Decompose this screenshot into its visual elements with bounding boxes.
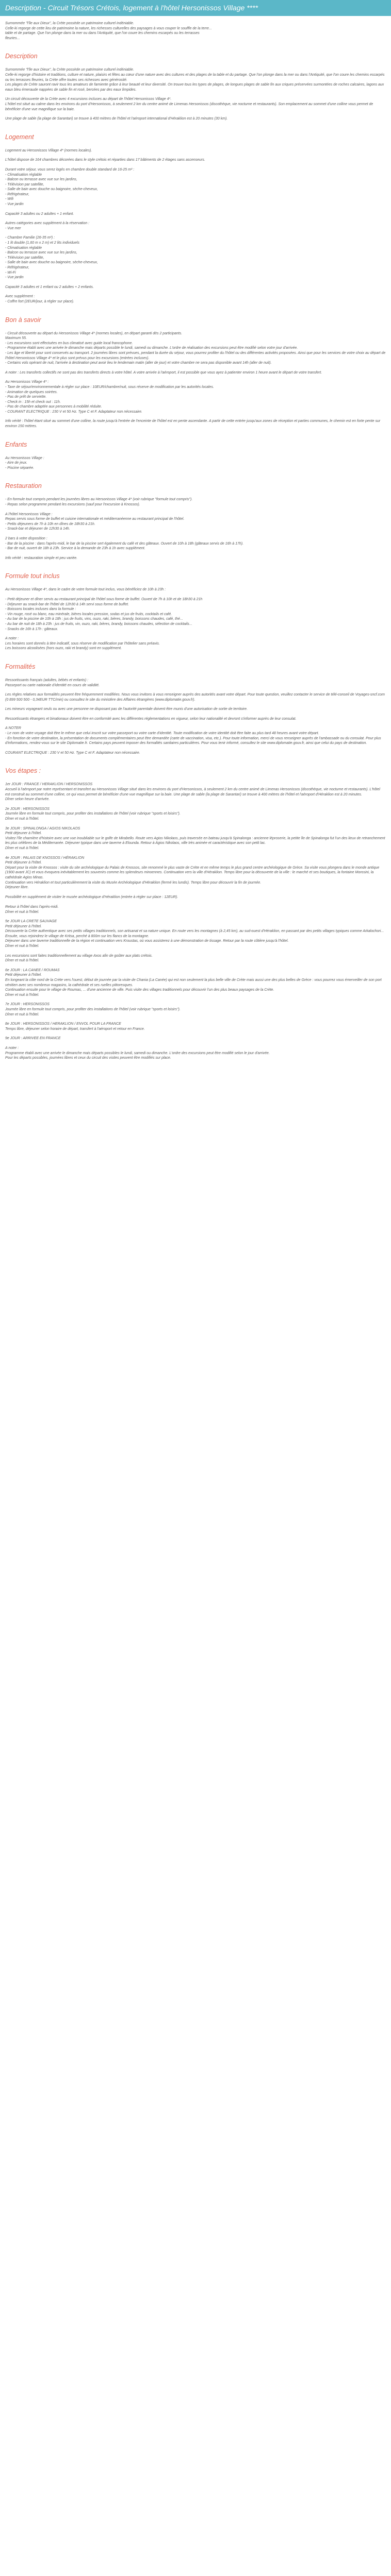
- logement-paragraph: - Chambre Familie (26-35 m²) : - 1 lit double (1,60 m x 2 m) et 2 lits individuels - Climatisation réglable - Balcon ou terrasse avec vue sur les jardins, - Télévision par satellite, - Salle de bain avec douche ou baignoire, sèche-cheveux, - Réfrigérateur, - Wi-Fi - Vue jardin: [5, 236, 98, 280]
- enfants-paragraph: Au Hersonissos Village : - Aire de jeux. - Piscine séparée.: [5, 456, 44, 470]
- logement-heading: Logement: [5, 133, 34, 141]
- description-paragraph: Surnommée "l'île aux Dieux", la Crète possède un patrimoine culturel indéniable. Celle-ki regorge d'histoire et traditions, culture et nature, plaisirs et fêtes au cœur d'une nature avec des cultures et des plages de la table et du partage. Que l'on plonge dans la mer ou dans l'Antiquité, que l'on coure les chemins escarpés ou les terrasses fleuries, la Crète offre toutes ses richesses avec générosité. Les plages de Crète sauront ravir tous les amateurs de farniente grâce à leur beauté et leur diversité. On trouve tous les types de plages, de longues plages de sable fin aux criques préservées surmontées de roches calcaires, lagons aux eaux bleu émeraude nappées de sable fin et rosé, bercées par des eaux limpides.: [5, 68, 385, 92]
- description-paragraph: Un circuit découverte de la Crète avec 4 excursions incluses au départ de l'hôtel Hersonissos Village 4*. L'hôtel est situé au calme dans les environs du port d'Hersonissos, à seulement 2 km du centre animé de Limenas Hersonissos (discothèque, vie nocturne et restaurants). Son emplacement au sommet d'une colline vous permet de bénéficier d'une vue magnifique sur la baie.: [5, 97, 373, 111]
- formalites-paragraph: A NOTER - Le nom de votre voyage doit être le même que celui inscrit sur votre passeport ou votre carte d'identité. Toute modification de votre identité doit être faite au plus tard 48 heures avant votre départ. - En fonction de votre destination, la présentation de documents complémentaires peut être demandée (carte de vaccination, visa, etc.). Pour toute information, merci de vous renseigner auprès de l'ambassade ou du consulat. Pour plus d'informations, rendez-vous sur le site Diplomatie.fr. Certains pays peuvent imposer des formalités sanitaires particulières. Pour vous tenir informé, consultez le site www.diplomatie.gouv.fr, ainsi que celui du pays de destination.: [5, 726, 381, 745]
- bon-a-savoir-heading: Bon à savoir: [5, 316, 41, 324]
- etape-item: Possibilité en supplément de visiter le musée archéologique d'Héraklion (entrée à régler sur place : 12EUR). Retour à l'hôtel dans l'après-midi. Dîner et nuit à l'hôtel.: [5, 895, 178, 914]
- content: [0, 16, 391, 1076]
- etape-item: A noter : Programme établi avec une arrivée le dimanche mais départs possibles le lundi, samedi ou dimanche. L'ordre des excursions peut être modifié selon le jour d'arrivée. Pour les départs possibles, journées libres et ceux du circuit des visites peuvent être modifiés sur place.: [5, 1046, 270, 1060]
- intro-line: table et de partage. Que l'on plonge dans la mer ou dans l'Antiquité, que l'on coure les chemins escarpés ou les terrasses: [5, 31, 200, 36]
- intro-line: Surnommée "l'île aux Dieux", la Crète possède un patrimoine culturel indéniable.: [5, 22, 134, 25]
- etape-item: 2e JOUR : HERSONISSOS Journée libre en formule tout compris, pour profiter des installations de l'hôtel (voir rubrique "sports et loisirs"). Dîner et nuit à l'hôtel.: [5, 807, 181, 821]
- etape-item: 8e JOUR : HERSONISSOS / HERAKLION / ENVOL POUR LA FRANCE Temps libre, déjeuner selon horaire de départ, transfert à l'aéroport et retour en France.: [5, 1022, 145, 1031]
- formalites-paragraph: Ressortissants français (adultes, bébés et enfants) : Passeport ou carte nationale d'identité en cours de validité.: [5, 678, 100, 687]
- restauration-paragraph: A l'hôtel Hersonissos Village : Repas servis sous forme de buffet et cuisine internationale et méditerranéenne au restaurant principal de l'hôtel. - Petits déjeuners de 7h à 10h en dînes de 18h30 à 21h. - Snack-bar et déjeuner de 12h30 à 14h.: [5, 512, 185, 531]
- page: [0, 0, 391, 1076]
- formule-heading: Formule tout inclus: [5, 572, 60, 580]
- logement-paragraph: Durant votre séjour, vous serez logés en chambre double standard de 16-25 m² : - Climatisation réglable - Balcon ou terrasse avec vue sur les jardins, - Télévision par satellite, - Salle de bain avec douche ou baignoire, sèche-cheveux, - Réfrigérateur, - Wifi - Vue jardin: [5, 167, 135, 207]
- etape-item: 5e JOUR LA CRETE SAUVAGE Petit déjeuner à l'hôtel. Découverte la Crète authentique avec ses petits villages traditionnels, son artisanat et sa nature unique. En route vers les montagnes (à 2,45 km), au sud-ouest d'Héraklion, en passant par des petits villages typiques comme Arkalochori... Ensuite, vous rejoindrez le village de Kritsa, perché à 800m sur les flancs de la montagne. Déjeuner dans une taverne traditionnelle de la région et continuation vers Kroustas, où vous assisterez à une démonstration de tissage. Retour par la route côtière jusqu'à l'hôtel. Dîner et nuit à l'hôtel.: [5, 920, 384, 948]
- formalites-heading: Formalités: [5, 663, 36, 670]
- etape-item: 1er JOUR : FRANCE / HERAKLION / HERSONISSOS Accueil à l'aéroport par notre représentant et transfert au Hersonissos Village situé dans les environs du port d'Hersonissos, à seulement 2 km du centre animé de Limenas Hersonissos (discothèque, vie nocturne et restaurants). L'hôtel est construit au sommet d'une colline, ce qui vous permet de bénéficier d'une vue magnifique sur la baie. Une plage de sable (la plage de Sarantari) se trouve à 400 mètres de l'hôtel et l'aéroport d'Héraklion est à 20 minutes. Dîner selon heure d'arrivée.: [5, 783, 380, 802]
- formalites-paragraph: Les règles relatives aux formalités peuvent être fréquemment modifiées. Nous vous invitons à vous renseigner auprès des autorités avant votre départ. Pour toute question, veuillez contacter le service de télé-conseil de Voyages-sncf.com (0 899 500 500 - 0,34EUR TTC/min) ou consultez le site du ministère des Affaires étrangères (www.diplomatie.gouv.fr).: [5, 693, 385, 702]
- formalites-paragraph: Ressortissants étrangers et binationaux doivent être en conformité avec les différentes réglementations en vigueur, selon leur nationalité et devront s'informer auprès de leur consulat.: [5, 717, 297, 721]
- etape-item: 6e JOUR : LA CANEE / ROUMAS Petit déjeuner à l'hôtel. En longeant la côte nord de la Crète vers l'ouest, début de journée par la visite de Chania (La Canée) qui est non seulement la plus belle ville de Crète mais aussi une des plus belles de Grèce : vous pourrez vous émerveiller de son port vénitien avec ses nombreux magasins, la cathédrale et ses ruelles pittoresques. Continuation ensuite pour le village de Roumas, ... d'une ancienne de ville. Puis visite des villages traditionnels pour découvrir l'un des plus beaux paysages de la Crète. Dîner et nuit à l'hôtel.: [5, 968, 382, 997]
- restauration-heading: Restauration: [5, 482, 42, 490]
- bon-a-savoir-paragraph: Au Hersonissos Village 4* : - Taxe de séjour/environnementale à régler sur place : 10EUR/chambre/nuit, sous réserve de modification par les autorités locales. - Animation de quelques soirées. - Pas de prêt de serviette. - Check in : 15h et check out : 11h. - Pas de chambre adaptée aux personnes à mobilité réduite. - COURANT ELECTRIQUE : 230 V et 50 Hz. Type C et F. Adaptateur non nécessaire.: [5, 380, 214, 414]
- etape-item: 3e JOUR : SPINALONGA / AGIOS NIKOLAOS Petit déjeuner à l'hôtel. Visitez l'île charnière d'histoire avec une vue inoubliable sur le golfe de Mirabello. Route vers Agios Nikolaos, puis traversée en bateau jusqu'à Spinalonga : ancienne léproserie, la petite île de Spinalonga fut l'un des lieux de retranchement les plus célèbres de la Méditerranée. Déjeuner typique dans une taverne à Elounda. Retour à Agios Nikolaos, ville très animée et caractéristique avec son petit lac. Dîner et nuit à l'hôtel.: [5, 826, 385, 850]
- logement-paragraph: Capacité 3 adultes et 1 enfant ou 2 adultes + 2 enfants.: [5, 285, 94, 289]
- restauration-paragraph: Info vérité : restauration simple et peu variée.: [5, 556, 78, 560]
- formule-paragraph: Au Hersonissos Village 4*, dans le cadre de votre formule tout inclus, vous bénéficiez de 10h à 23h :: [5, 588, 166, 592]
- restauration-paragraph: - En formule tout compris pendant les journées libres au Hersonissos Village 4* (voir rubrique "formule tout compris"). - Repas selon programme pendant les excursions (sauf pour l'excursion à Knossos).: [5, 498, 193, 507]
- formule-paragraph: - Petit déjeuner et dîner servis au restaurant principal de l'hôtel sous forme de buffet. Ouvert de 7h à 10h et de 18h30 à 21h - Déjeuner au snack-bar de l'hôtel de 12h30 à 14h servi sous forme de buffet. - Boissons locales incluses dans la formule : - Vin rouge, rosé ou blanc, eau minérale, bières locales pression, sodas et jus de fruits, cocktails et café. - Au bar de la piscine de 10h à 18h : jus de fruits, vins, ouzo, raki, bières, brandy, boissons chaudes, café, thé... - Au bar de nuit de 18h à 23h : jus de fruits, vin, ouzo, raki, bières, brandy, boissons chaudes, sélection de cocktails... - Snacks de 16h à 17h : gâteaux.: [5, 597, 203, 631]
- bon-a-savoir-paragraph: A noter : Les transferts collectifs ne sont pas des transferts directs à votre hôtel. A votre arrivée à l'aéroport, il est possible que vous ayez à patienter environ 1 heure avant le départ de votre transfert.: [5, 370, 322, 375]
- etape-item: Les excursions sont faites traditionnellement au village Axos afin de goûter aux plats crétois. Dîner et nuit à l'hôtel.: [5, 954, 153, 963]
- etapes-heading: Vos étapes :: [5, 767, 41, 775]
- intro-line: Celle-ki regorge de cette lieu de patrimoine la nature, les richesses culturelles des paysages à vous couper le souffle de la terre...: [5, 26, 212, 30]
- logement-paragraph: L'hôtel dispose de 164 chambres décorées dans le style crétois et réparties dans 17 bâtiments de 2 étages sans ascenseurs.: [5, 158, 205, 162]
- etape-item: 9e JOUR : ARRIVEE EN FRANCE: [5, 1037, 61, 1041]
- etape-item: 7e JOUR : HERSONISSOS Journée libre en formule tout compris, pour profiter des installations de l'hôtel (voir rubrique "sports et loisirs"). Dîner et nuit à l'hôtel.: [5, 1003, 181, 1016]
- formalites-paragraph: Les mineurs voyageant seuls ou avec une personne ne disposant pas de l'autorité parentale doivent être munis d'une autorisation de sortie de territoire.: [5, 707, 248, 711]
- bon-a-savoir-paragraph: Info vérité : l'hôtel étant situé au sommet d'une colline, la route jusqu'à l'entrée de l'enceinte de l'hôtel est en pente ascendante. A partir de cette entrée jusqu'aux zones de réception et parties communes, le chemin est en forte pente sur environ 150 mètres.: [5, 419, 381, 429]
- logement-paragraph: Logement au Hersonissos Village 4* (normes locales).: [5, 148, 92, 152]
- intro-line: fleuries...: [5, 36, 20, 40]
- description-heading: Description: [5, 53, 38, 60]
- formule-paragraph: A noter : Les horaires sont donnés à titre indicatif, sous réserve de modification par l'hôtelier sans préavis. Les boissons alcoolisées (hors ouzo, raki et brandy) sont en supplément.: [5, 637, 160, 651]
- page-title: Description - Circuit Trésors Crétois, logement à l'hôtel Hersonissos Village ****: [0, 0, 391, 16]
- enfants-heading: Enfants: [5, 440, 27, 448]
- logement-paragraph: Avec supplément : - Coffre fort (2EUR/jour, à régler sur place).: [5, 295, 74, 303]
- intro: [5, 21, 386, 41]
- formalites-paragraph: COURANT ELECTRIQUE : 230 V et 50 Hz. Type C et F. Adaptateur non nécessaire.: [5, 751, 140, 755]
- restauration-paragraph: 2 bars à votre disposition : - Bar de la piscine : dans l'après-midi, le bar de la piscine sert également du café et des gâteaux. Ouvert de 10h à 18h (gâteaux servis de 16h à 17h). - Bar de nuit, ouvert de 18h à 23h. Service à la demande de 23h à 1h avec supplément.: [5, 537, 244, 551]
- bon-a-savoir-paragraph: - Circuit découverte au départ du Hersonissos Village 4* (normes locales), en départ garanti dès 2 participants. Maximum 55. - Les excursions sont effectuées en bus climatisé avec guide local francophone. - Programme établi avec une arrivée le dimanche mais départs possible le lundi, samedi ou dimanche. L'ordre de réalisation des excursions peut être modifié selon votre jour d'arrivée. - Les âge et liberté pour sont conservés au transport. 2 journées libres sont prévues, pendant la durée du séjour, vous pourrez profiter du l'hôtel ou des différentes activités proposées. Ainsi que pour les services de votre choix au départ de l'hôtel Hersonissos Village 4* et le plus sont prévus pour les excursions (entrées incluses). - Certains vols opérant de nuit, l'arrivée à destination peut avoir lieu le lendemain matin (aller de jour) et votre chambre ne sera pas disponible avant 14h (aller de nuit).: [5, 331, 386, 365]
- etape-item: 4e JOUR : PALAIS DE KNOSSOS / HÉRAKLION Petit déjeuner à l'hôtel. Départ pour la visite de Knossos : visite du site archéologique du Palais de Knossos, site renommé le plus vaste de Crète et en même temps le plus grand centre archéologique de Grèce. Sa visite vous plongera dans le monde antique (1900 avant JC) et vous évoquera inévitablement les souvenirs comme les splendeurs minoennes. Continuation vers la ville d'Héraklion. Temps libre pour la découverte de la ville : le marché et ses boutiques, la fontaine Morosini, la cathédrale Agios Minas. Continuation vers Héraklion et tout particulièrement la visite du Musée Archéologique d'Héraklion (fermé les lundis). Temps libre pour découvrir la fin de journée. Déjeuner libre.: [5, 856, 380, 890]
- logement-paragraph: Autres catégories avec supplément à la réservation : - Vue mer: [5, 222, 90, 230]
- description-paragraph: Une plage de sable (la plage de Sarantari) se trouve à 400 mètres de l'hôtel et l'aéroport international d'Héraklion est à 20 minutes (30 km).: [5, 117, 228, 121]
- logement-paragraph: Capacité 3 adultes ou 2 adultes + 1 enfant.: [5, 212, 74, 216]
